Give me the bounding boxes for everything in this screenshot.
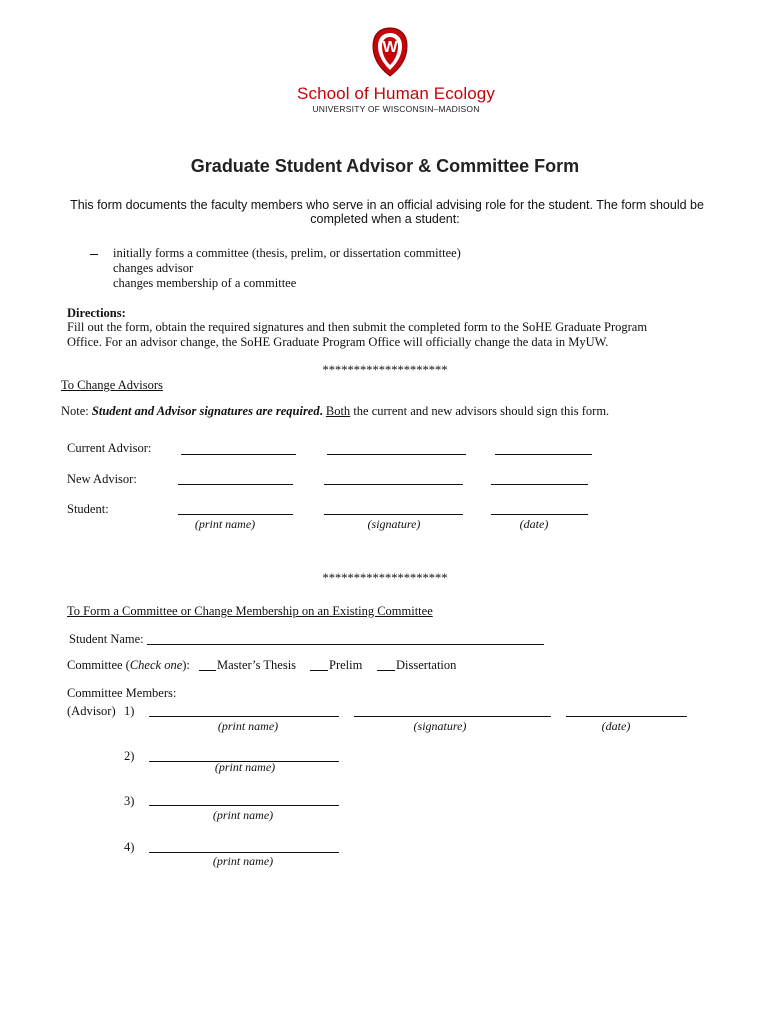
- caption-print-name: (print name): [217, 719, 279, 733]
- note-dot: .: [319, 404, 326, 418]
- note-bold: Student and Advisor signatures are required: [91, 404, 320, 418]
- note-prefix: Note:: [61, 404, 92, 418]
- separator-stars: ********************: [322, 363, 448, 377]
- intro-line-2: completed when a student:: [310, 212, 460, 226]
- member-4-print-name-field[interactable]: [149, 852, 339, 853]
- caption-signature: (signature): [367, 517, 421, 531]
- prelim-option: Prelim: [329, 658, 363, 672]
- student-signature-field[interactable]: [324, 514, 463, 515]
- bullet-item: changes advisor: [113, 261, 194, 275]
- committee-suffix: ):: [182, 658, 190, 672]
- member-1-signature-field[interactable]: [354, 716, 551, 717]
- section-heading-committee: To Form a Committee or Change Membership on an Existing Committee: [67, 604, 433, 618]
- member-number: 3): [124, 794, 135, 808]
- dissertation-checkbox[interactable]: [377, 670, 395, 671]
- caption-print-name: (print name): [212, 808, 274, 822]
- student-name-label: Student Name:: [69, 632, 144, 646]
- uw-crest-logo: [370, 26, 410, 78]
- student-label: Student:: [67, 502, 109, 516]
- school-name: School of Human Ecology: [297, 84, 495, 103]
- directions-line-1: Fill out the form, obtain the required signatures and then submit the completed form to the SoHE Graduate Program: [67, 320, 648, 334]
- caption-date: (date): [519, 517, 549, 531]
- bullet-item: changes membership of a committee: [113, 276, 297, 290]
- advisor-label: (Advisor): [67, 704, 116, 718]
- current-advisor-date-field[interactable]: [495, 454, 592, 455]
- member-number: 2): [124, 749, 135, 763]
- committee-members-label: Committee Members:: [67, 686, 177, 700]
- student-print-name-field[interactable]: [178, 514, 293, 515]
- caption-print-name: (print name): [194, 517, 256, 531]
- separator-stars: ********************: [322, 571, 448, 585]
- member-3-print-name-field[interactable]: [149, 805, 339, 806]
- note-rest: the current and new advisors should sign this form.: [350, 404, 610, 418]
- bullet-item: initially forms a committee (thesis, prelim, or dissertation committee): [113, 246, 461, 260]
- committee-prefix: Committee (: [67, 658, 130, 672]
- dissertation-option: Dissertation: [396, 658, 457, 672]
- student-name-field[interactable]: [147, 644, 544, 645]
- current-advisor-label: Current Advisor:: [67, 441, 152, 455]
- section-heading-change-advisors: To Change Advisors: [61, 378, 163, 392]
- new-advisor-date-field[interactable]: [491, 484, 588, 485]
- university-name: UNIVERSITY OF WISCONSIN–MADISON: [312, 104, 480, 114]
- directions-heading: Directions:: [67, 306, 126, 320]
- note-both: Both: [325, 404, 351, 418]
- page-title: Graduate Student Advisor & Committee Form: [190, 156, 580, 176]
- crest-letter: W: [382, 39, 398, 56]
- directions-line-2: Office. For an advisor change, the SoHE Graduate Program Office will officially change the data in MyUW.: [67, 335, 609, 349]
- member-number: 1): [124, 704, 135, 718]
- note-line: [61, 404, 609, 419]
- bullet-marker: [90, 254, 98, 255]
- member-number: 4): [124, 840, 135, 854]
- caption-print-name: (print name): [214, 760, 276, 774]
- student-date-field[interactable]: [491, 514, 588, 515]
- prelim-checkbox[interactable]: [310, 670, 328, 671]
- current-advisor-print-name-field[interactable]: [181, 454, 296, 455]
- committee-type-label: [67, 658, 190, 673]
- current-advisor-signature-field[interactable]: [327, 454, 466, 455]
- caption-print-name: (print name): [212, 854, 274, 868]
- intro-line-1: This form documents the faculty members who serve in an official advising role for the student. The form should be: [70, 198, 704, 212]
- caption-signature: (signature): [413, 719, 467, 733]
- masters-thesis-option: Master’s Thesis: [217, 658, 297, 672]
- check-one-text: Check one: [129, 658, 183, 672]
- member-1-print-name-field[interactable]: [149, 716, 339, 717]
- new-advisor-label: New Advisor:: [67, 472, 137, 486]
- member-1-date-field[interactable]: [566, 716, 687, 717]
- new-advisor-print-name-field[interactable]: [178, 484, 293, 485]
- new-advisor-signature-field[interactable]: [324, 484, 463, 485]
- masters-thesis-checkbox[interactable]: [199, 670, 216, 671]
- caption-date: (date): [601, 719, 631, 733]
